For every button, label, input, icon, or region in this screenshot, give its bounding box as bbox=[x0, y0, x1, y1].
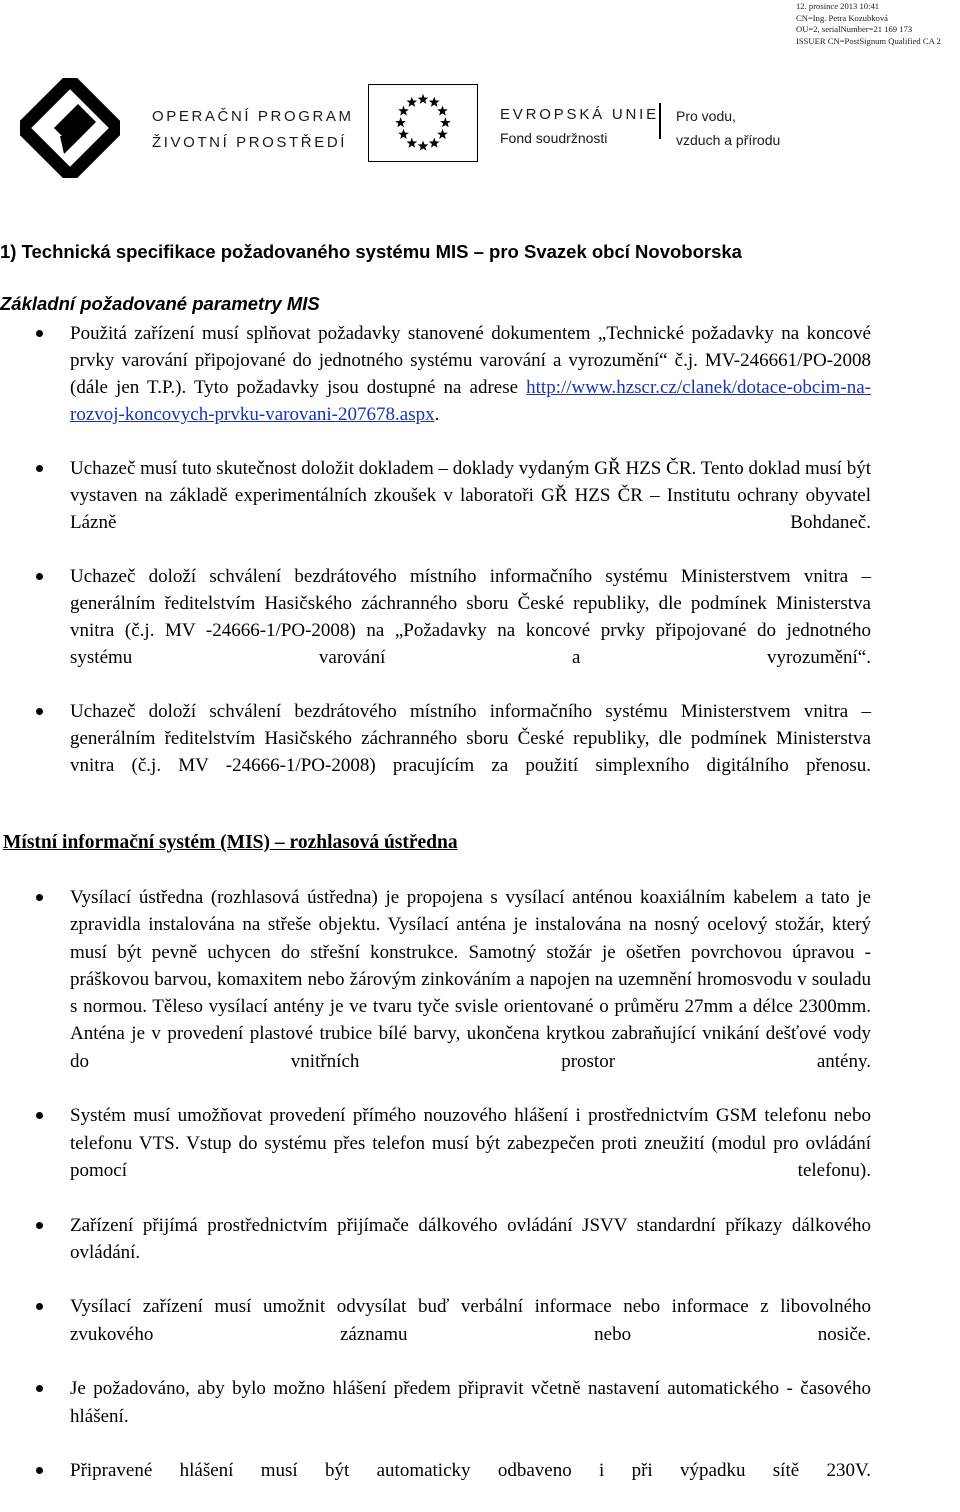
bullet-icon bbox=[36, 1222, 43, 1229]
signature-ou: OU=2, serialNumber=21 169 173 bbox=[796, 24, 913, 35]
item-text: Uchazeč doloží schválení bezdrátového místního informačního systému Ministerstvem vnitra – generálním ředitelstvím Hasičského záchranného sboru České republiky, dle podmínek Ministerstva vnitra (č.j. MV -24666-1/PO-2008) na „Požadavky na koncové prvky připojované do jednotného systému varování a vyrozumění“. bbox=[70, 566, 871, 668]
list-item bbox=[70, 884, 871, 1102]
section-1-subtitle: Základní požadované parametry MIS bbox=[0, 293, 320, 314]
signature-date: 12. prosince 2013 10:41 bbox=[796, 1, 880, 11]
list-item bbox=[70, 1102, 871, 1211]
eu-flag-icon bbox=[368, 84, 478, 162]
slogan-line-2: vzduch a přírodu bbox=[676, 132, 781, 148]
section-2-title: Místní informační systém (MIS) – rozhlasová ústředna bbox=[3, 832, 458, 853]
item-text: Systém musí umožňovat provedení přímého nouzového hlášení i prostřednictvím GSM telefonu nebo telefonu VTS. Vstup do systému přes telefon musí být zabezpečen proti zneužití (modul pro ovládání pomocí telefonu). bbox=[70, 1105, 871, 1181]
eu-fund: Fond soudržnosti bbox=[500, 130, 608, 146]
item-text: Vysílací zařízení musí umožnit odvysílat buď verbální informace nebo informace z libovolného zvukového záznamu nebo nosiče. bbox=[70, 1296, 871, 1345]
bullet-icon bbox=[36, 330, 43, 337]
item-text: Připravené hlášení musí být automaticky odbaveno i při výpadku sítě 230V. bbox=[70, 1460, 871, 1482]
item-text: Vysílací ústředna (rozhlasová ústředna) je propojena s vysílací anténou koaxiálním kabelem a tato je zpravidla instalována na střeše objektu. Vysílací anténa je instalována na nosný ocelový stožár, který musí být pevně uchycen do střešní konstrukce. Samotný stožár je ošetřen povrchovou úpravou - práškovou barvou, komaxitem nebo žárovým zinkováním a napojen na uzemnění hromosvodu v souladu s normou. Těleso vysílací antény je ve tvaru tyče svisle orientované o průměru 27mm a délce 2300mm. Anténa je v provedení plastové trubice bílé barvy, ukončena krytkou zabraňující vnikání dešťové vody do vnitřních prostor antény. bbox=[70, 887, 871, 1072]
item-text: Uchazeč doloží schválení bezdrátového místního informačního systému Ministerstvem vnitra – generálním ředitelstvím Hasičského záchranného sboru České republiky, dle podmínek Ministerstva vnitra (č.j. MV -24666-1/PO-2008) pracujícím za použití simplexního digitálního přenosu. bbox=[70, 701, 871, 776]
list-item bbox=[70, 1375, 871, 1457]
list-item bbox=[70, 455, 871, 563]
item-text: Uchazeč musí tuto skutečnost doložit dokladem – doklady vydaným GŘ HZS ČR. Tento doklad musí být vystaven na základě experimentálních zkoušek v laboratoři GŘ HZS ČR – Institutu ochrany obyvatel Lázně Bohdaneč. bbox=[70, 458, 871, 533]
slogan-line-1: Pro vodu, bbox=[676, 108, 736, 124]
operational-programme-name bbox=[152, 104, 354, 156]
bullet-icon bbox=[36, 708, 43, 715]
requirements-list bbox=[70, 320, 871, 806]
bullet-icon bbox=[36, 1112, 43, 1119]
bullet-icon bbox=[36, 465, 43, 472]
item-text: Použitá zařízení musí splňovat požadavky stanovené dokumentem „Technické požadavky na koncové prvky varování připojované do jednotného systému varování a vyrozumění“ č.j. MV-246661/PO-2008 (dále jen T.P.). Tyto požadavky jsou dostupné na adrese bbox=[70, 323, 871, 398]
item-text: Je požadováno, aby bylo možno hlášení předem připravit včetně nastavení automatického - časového hlášení. bbox=[70, 1378, 871, 1427]
bullet-icon bbox=[36, 894, 43, 901]
op-line-1: OPERAČNÍ PROGRAM bbox=[152, 108, 354, 125]
list-item bbox=[70, 1212, 871, 1294]
digital-signature-block bbox=[796, 1, 960, 47]
eu-fund-name bbox=[500, 104, 659, 150]
spec-link[interactable]: http://www.hzscr.cz/clanek/dotace-obcim-na-rozvoj-koncovych-prvku-varovani-207678.aspx bbox=[70, 377, 871, 425]
bullet-icon bbox=[36, 573, 43, 580]
item-text: Zařízení přijímá prostřednictvím přijímače dálkového ovládání JSVV standardní příkazy dálkového ovládání. bbox=[70, 1214, 871, 1263]
signature-issuer: ISSUER CN=PostSignum Qualified CA 2 bbox=[796, 35, 941, 46]
mis-description-list bbox=[70, 884, 871, 1512]
signature-cn: CN=Ing. Petra Kozubková bbox=[796, 12, 888, 23]
slogan bbox=[676, 104, 780, 152]
header-divider bbox=[659, 103, 661, 139]
op-zp-logo-icon bbox=[20, 78, 120, 178]
list-item bbox=[70, 320, 871, 455]
bullet-icon bbox=[36, 1467, 43, 1474]
op-line-2: ŽIVOTNÍ PROSTŘEDÍ bbox=[152, 134, 348, 151]
list-item bbox=[70, 1293, 871, 1375]
list-item bbox=[70, 563, 871, 698]
bullet-icon bbox=[36, 1385, 43, 1392]
section-1-title: 1) Technická specifikace požadovaného systému MIS – pro Svazek obcí Novoborska bbox=[0, 241, 742, 262]
eu-title: EVROPSKÁ UNIE bbox=[500, 106, 659, 123]
bullet-icon bbox=[36, 1303, 43, 1310]
list-item bbox=[70, 698, 871, 806]
item-end: . bbox=[434, 404, 440, 425]
list-item bbox=[70, 1457, 871, 1512]
